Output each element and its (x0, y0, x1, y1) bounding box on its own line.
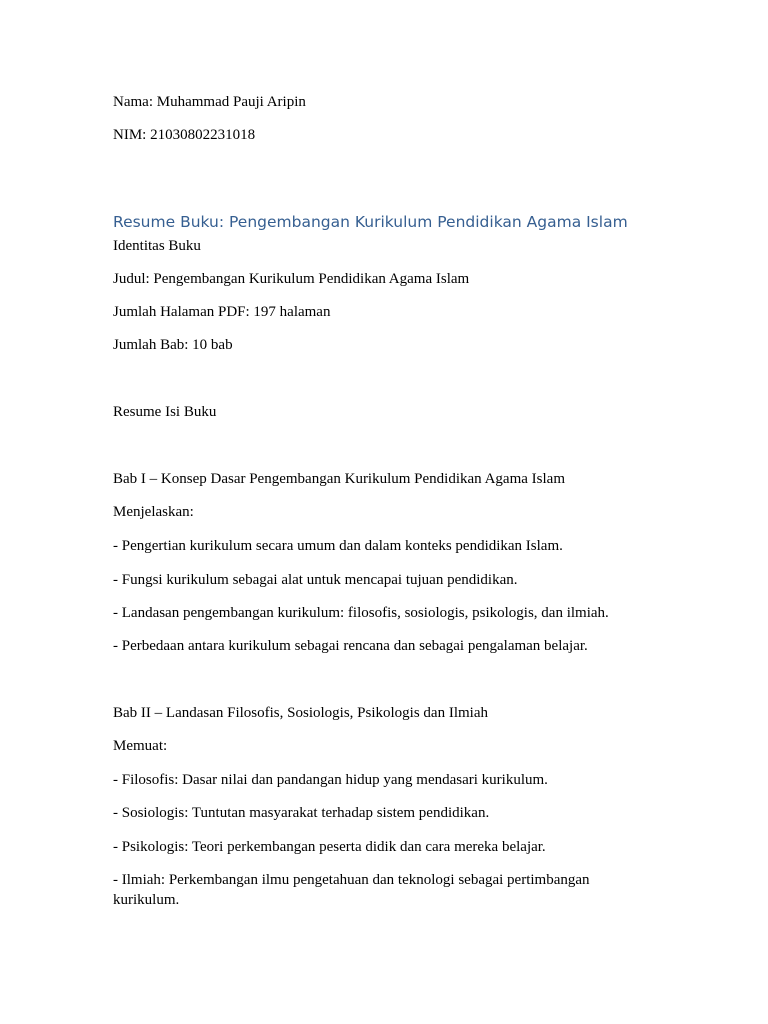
student-name: Nama: Muhammad Pauji Aripin (113, 94, 306, 110)
chapter-2-point: - Psikologis: Teori perkembangan peserta didik dan cara mereka belajar. (113, 839, 546, 855)
chapter-1-point: - Landasan pengembangan kurikulum: filosofis, sosiologis, psikologis, dan ilmiah. (113, 605, 609, 621)
chapter-1-title: Bab I – Konsep Dasar Pengembangan Kurikulum Pendidikan Agama Islam (113, 471, 565, 487)
chapter-2-title: Bab II – Landasan Filosofis, Sosiologis, Psikologis dan Ilmiah (113, 705, 488, 721)
chapter-2-point: - Sosiologis: Tuntutan masyarakat terhadap sistem pendidikan. (113, 805, 490, 821)
chapter-2-intro: Memuat: (113, 738, 168, 754)
chapter-2-point: - Filosofis: Dasar nilai dan pandangan hidup yang mendasari kurikulum. (113, 772, 548, 788)
document-title: Resume Buku: Pengembangan Kurikulum Pendidikan Agama Islam (113, 213, 628, 231)
book-title-line: Judul: Pengembangan Kurikulum Pendidikan Agama Islam (113, 271, 470, 287)
page-count-line: Jumlah Halaman PDF: 197 halaman (113, 304, 331, 320)
student-nim: NIM: 21030802231018 (113, 127, 256, 143)
chapter-count-line: Jumlah Bab: 10 bab (113, 337, 233, 353)
chapter-2-point: - Ilmiah: Perkembangan ilmu pengetahuan dan teknologi sebagai pertimbangan kurikulum. (113, 872, 590, 908)
chapter-1-intro: Menjelaskan: (113, 504, 194, 520)
identity-label: Identitas Buku (113, 238, 201, 254)
chapter-1-point: - Perbedaan antara kurikulum sebagai rencana dan sebagai pengalaman belajar. (113, 638, 588, 654)
chapter-1-point: - Pengertian kurikulum secara umum dan dalam konteks pendidikan Islam. (113, 538, 563, 554)
chapter-1-point: - Fungsi kurikulum sebagai alat untuk mencapai tujuan pendidikan. (113, 572, 518, 588)
resume-label: Resume Isi Buku (113, 404, 217, 420)
